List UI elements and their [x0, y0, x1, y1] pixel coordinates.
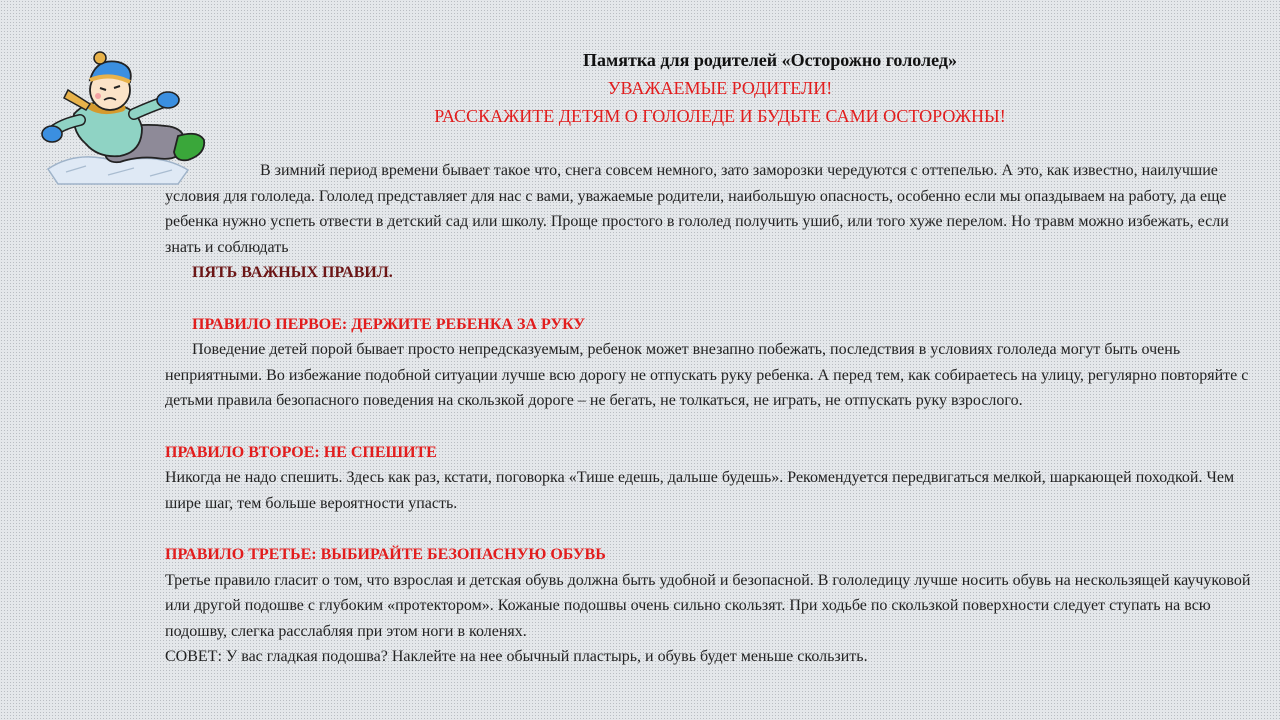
memo-header — [160, 46, 1280, 130]
rule-1-title: ПРАВИЛО ПЕРВОЕ: ДЕРЖИТЕ РЕБЕНКА ЗА РУКУ — [192, 315, 586, 333]
memo-body — [165, 158, 1265, 670]
intro-paragraph: В зимний период времени бывает такое что, снега совсем немного, зато заморозки чередуются с оттепелью. А это, как известно, наилучшие условия для гололеда. Гололед представляет для нас с вами, уважаемые родители, наибольшую опасность, особенно если мы опаздываем на работу, да еще ребенка нужно успеть отвести в детский сад или школу. Проще простого в гололед получить ушиб, или того хуже перелом. Но травм можно избежать, если знать и соблюдать — [165, 162, 1229, 256]
rule-2-title: ПРАВИЛО ВТОРОЕ: НЕ СПЕШИТЕ — [165, 443, 437, 461]
memo-title: Памятка для родителей «Осторожно гололед» — [582, 50, 958, 70]
rule-1-text: Поведение детей порой бывает просто непредсказуемым, ребенок может внезапно побежать, последствия в условиях гололеда могут быть очень неприятными. Во избежание подобной ситуации лучше всю дорогу не отпускать руку ребенка. А перед тем, как собираетесь на улицу, регулярно повторяйте с детьми правила безопасного поведения на скользкой дороге – не бегать, не толкаться, не играть, не отпускать руку взрослого. — [165, 341, 1249, 410]
rule-3-text: Третье правило гласит о том, что взрослая и детская обувь должна быть удобной и безопасной. В гололедицу лучше носить обувь на нескользящей каучуковой или другой подошве с глубоким «протектором». Кожаные подошвы очень сильно скользят. При ходьбе по скользкой поверхности следует ступать на всю подошву, слегка расслабляя при этом ноги в коленях. — [165, 571, 1251, 640]
rule-2-text: Никогда не надо спешить. Здесь как раз, кстати, поговорка «Тише едешь, дальше будешь». Рекомендуется передвигаться мелкой, шаркающей походкой. Чем шире шаг, тем больше вероятности упасть. — [165, 469, 1235, 512]
rule-3-tip: СОВЕТ: У вас гладкая подошва? Наклейте на нее обычный пластырь, и обувь будет меньше скользить. — [165, 648, 868, 666]
rule-3-title: ПРАВИЛО ТРЕТЬЕ: ВЫБИРАЙТЕ БЕЗОПАСНУЮ ОБУВЬ — [165, 545, 606, 563]
appeal-line: РАССКАЖИТЕ ДЕТЯМ О ГОЛОЛЕДЕ И БУДЬТЕ САМИ ОСТОРОЖНЫ! — [434, 106, 1006, 126]
greeting-line: УВАЖАЕМЫЕ РОДИТЕЛИ! — [607, 78, 833, 98]
five-rules-heading: ПЯТЬ ВАЖНЫХ ПРАВИЛ. — [192, 264, 393, 282]
